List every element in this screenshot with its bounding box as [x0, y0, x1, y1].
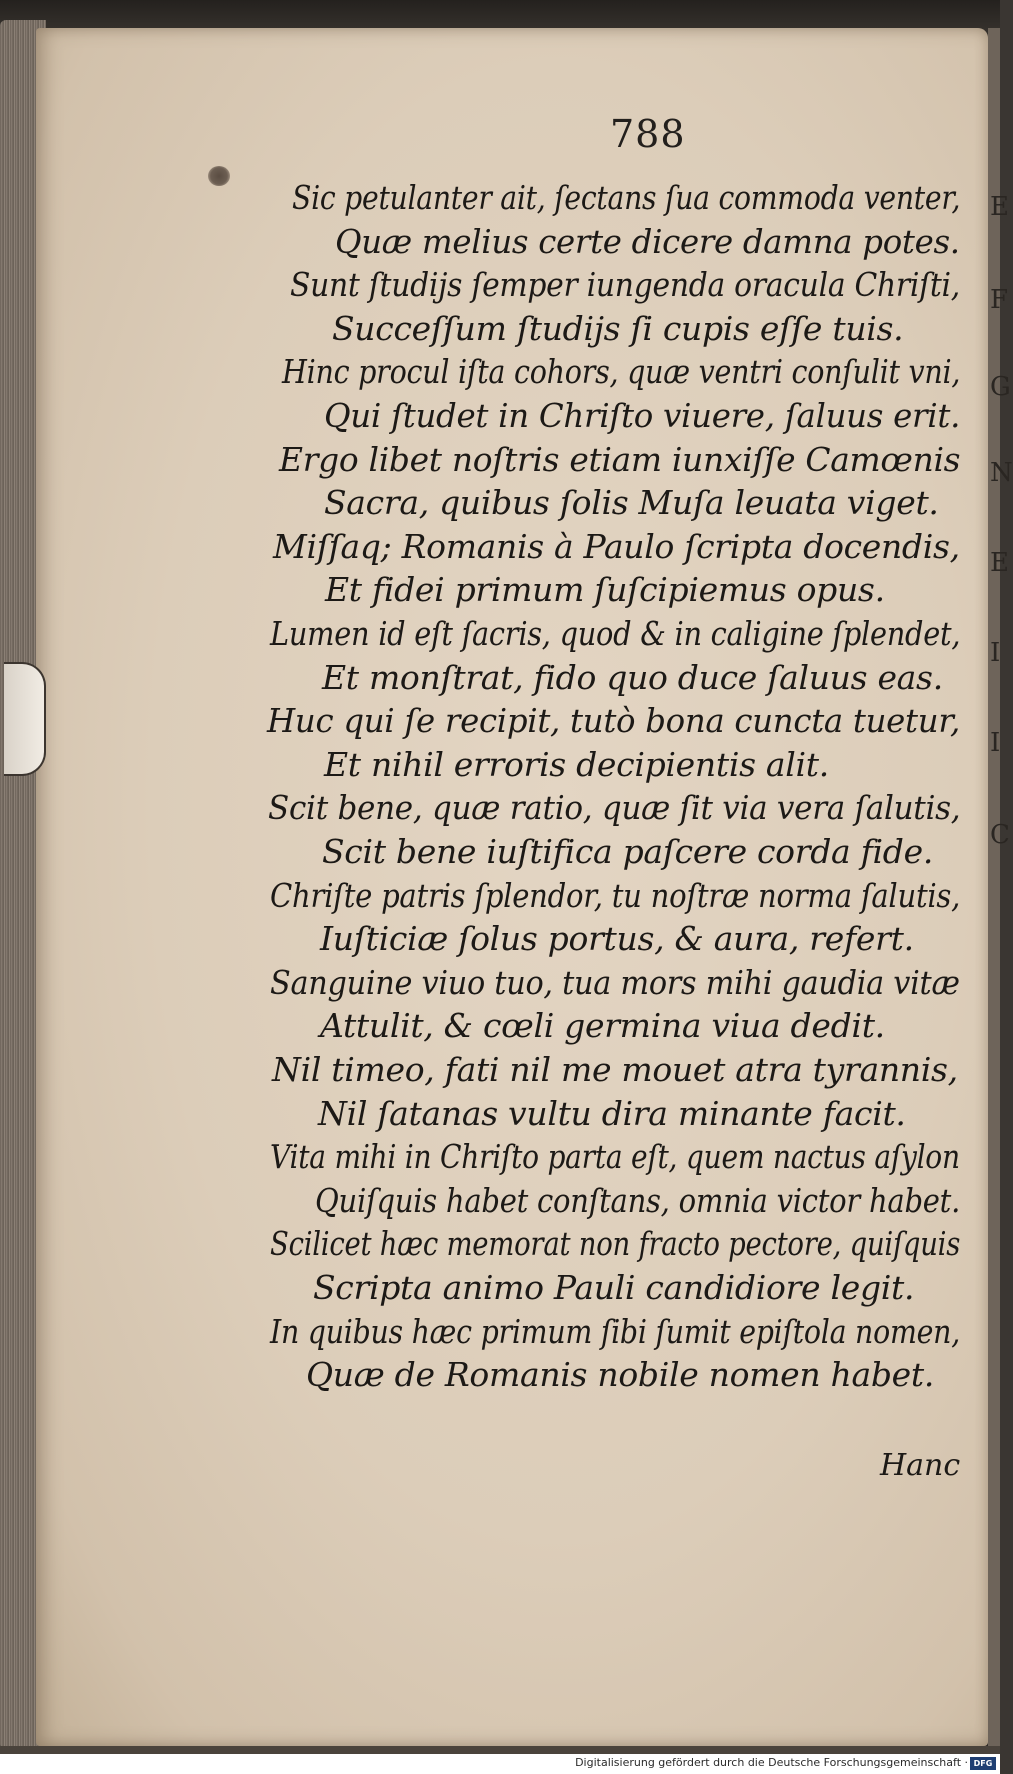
facing-page-letter: I [990, 728, 1001, 758]
verse-line: Quiſquis habet conſtans, omnia victor habet. [315, 1181, 961, 1220]
verse-line: Et monſtrat, fido quo duce ſaluus eas. [322, 658, 943, 697]
verse-line: Scilicet hæc memorat non fracto pectore, quiſquis [270, 1224, 961, 1263]
facing-page-letter: E [990, 548, 1009, 578]
facing-page-letter: G [990, 372, 1011, 402]
verse-line: Sic petulanter ait, ſectans ſua commoda venter, [292, 178, 961, 217]
verse-line: Succeſſum ſtudijs ſi cupis eſſe tuis. [332, 309, 904, 348]
facing-page-letter: C [990, 820, 1010, 850]
verse-line: Sacra, quibus ſolis Muſa leuata viget. [324, 483, 939, 522]
facing-page-letter: F [990, 285, 1009, 315]
verse-line: Scit bene, quæ ratio, quæ ſit via vera ſalutis, [268, 788, 961, 827]
verse-line: Et fidei primum ſuſcipiemus opus. [325, 570, 885, 609]
verse-line: Et nihil erroris decipientis alit. [324, 745, 829, 784]
verse-line: Nil timeo, fati nil me mouet atra tyrannis, [272, 1050, 958, 1089]
facing-page-letter: N [990, 458, 1013, 488]
verse-line: Lumen id eſt ſacris, quod & in caligine ſplendet, [270, 614, 961, 653]
verse-line: Quæ de Romanis nobile nomen habet. [306, 1355, 935, 1394]
verse-line: Qui ſtudet in Chriſto viuere, ſaluus erit. [324, 396, 961, 435]
catchword: Hanc [880, 1448, 961, 1483]
verse-line: Chriſte patris ſplendor, tu noſtræ norma ſalutis, [270, 876, 961, 915]
verse-line: Hinc procul iſta cohors, quæ ventri conſulit vni, [282, 352, 961, 391]
verse-line: Quæ melius certe dicere damna potes. [335, 222, 960, 261]
verse-line: Vita mihi in Chriſto parta eſt, quem nactus aſylon [270, 1137, 960, 1176]
verse-line: Attulit, & cœli germina viua dedit. [320, 1006, 885, 1045]
footer-bar [0, 1754, 1000, 1774]
page-number: 788 [610, 112, 686, 156]
verse-line: Miſſaq; Romanis à Paulo ſcripta docendis, [273, 527, 960, 566]
verse-line: Sanguine viuo tuo, tua mors mihi gaudia vitæ [270, 963, 960, 1002]
verse-line: In quibus hæc primum ſibi ſumit epiſtola nomen, [270, 1312, 961, 1351]
facing-page-letter: E [990, 192, 1009, 222]
verse-line: Huc qui ſe recipit, tutò bona cuncta tuetur, [267, 701, 960, 740]
verse-line: Nil ſatanas vultu dira minante facit. [318, 1094, 906, 1133]
facing-page-letter: I [990, 638, 1001, 668]
dfg-logo: DFG [970, 1757, 996, 1770]
verse-line: Scripta animo Pauli candidiore legit. [313, 1268, 915, 1307]
verse-line: Sunt ſtudijs ſemper iungenda oracula Chriſti, [290, 265, 960, 304]
verse-line: Iuſticiæ ſolus portus, & aura, refert. [320, 919, 914, 958]
verse-line: Ergo libet noſtris etiam iunxiſſe Camœnis [279, 440, 961, 479]
digitization-credit: Digitalisierung gefördert durch die Deutsche Forschungsgemeinschaft · [575, 1756, 968, 1769]
verse-line: Scit bene iuſtifica paſcere corda fide. [322, 832, 934, 871]
